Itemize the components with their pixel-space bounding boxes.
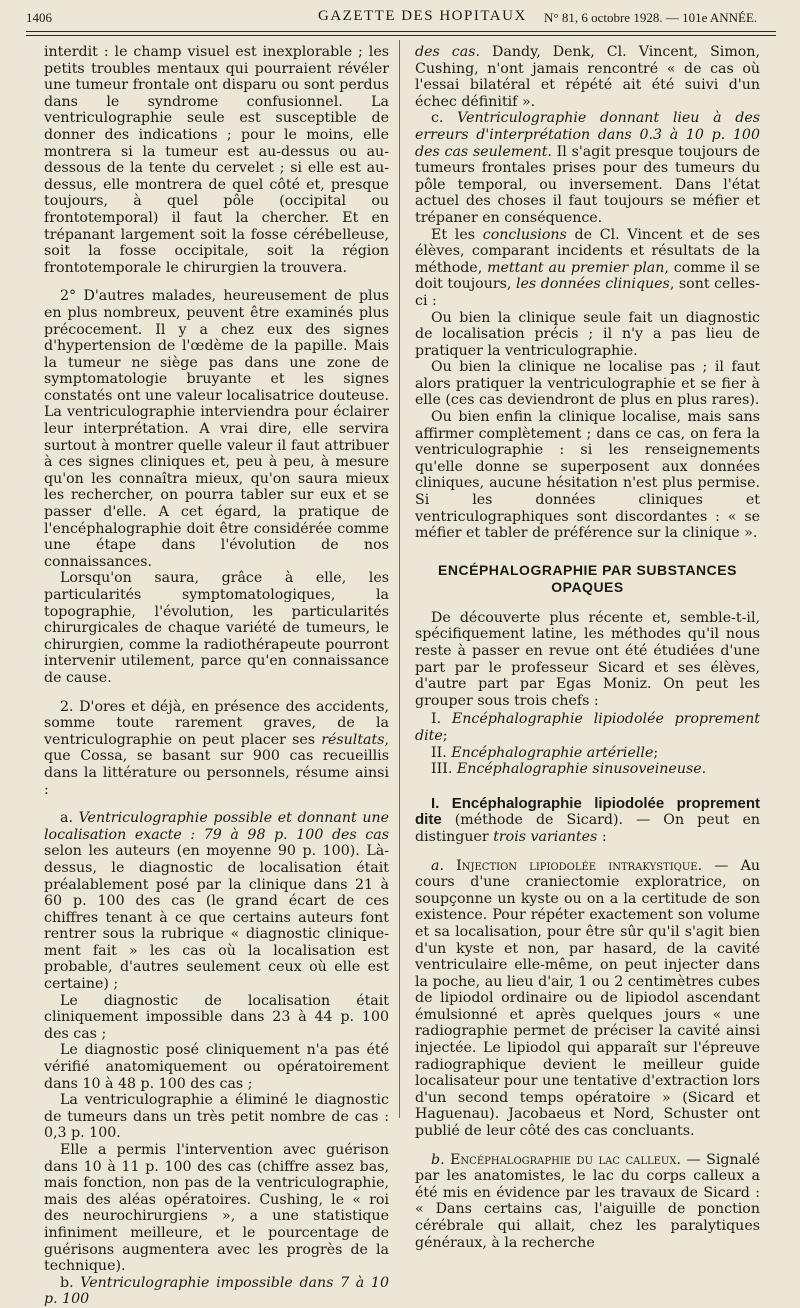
paragraph: Ou bien enfin la clinique localise, mais sans affirmer complètement ; dans ce cas, on fera la ventriculographie : si les renseignements qu'elle donne se superposent aux données cliniques, aucune hésitation n'est plus permise. Si les données cliniques et ventriculographiques sont discordantes : « se méfier et tabler de préférence sur la clinique ».: [415, 409, 760, 542]
section-heading: ENCÉPHALOGRAPHIE PAR SUBSTANCES OPAQUES: [438, 561, 737, 595]
paragraph: Le diagnostic posé cliniquement n'a pas été vérifié anatomiquement ou opératoirement dans 10 à 48 p. 100 des cas ;: [44, 1042, 389, 1092]
paragraph: des cas. Dandy, Denk, Cl. Vincent, Simon, Cushing, n'ont jamais rencontré « de cas où l'essai bilatéral et répété ait été suivi d'un échec définitif ».: [415, 44, 760, 110]
header-rule-top: [26, 31, 776, 32]
column-divider: [399, 40, 400, 1118]
paragraph: Lorsqu'on saura, grâce à elle, les particularités symptomatologiques, la topographie, l'évolution, les particularités chirurgicales de chaque variété de tumeurs, le chirurgien, comme la radiothérapeute pourront intervenir utilement, parce qu'en connaissance de cause.: [44, 570, 389, 686]
subsection-paragraph: I. Encéphalographie lipiodolée proprement dite (méthode de Sicard). — On peut en distinguer trois variantes :: [415, 794, 760, 845]
paragraph: Elle a permis l'intervention avec guérison dans 10 à 11 p. 100 des cas (chiffre assez bas, mais fonction, non pas de la ventriculographie, mais des aléas opératoires. Cushing, le « roi des neurochirurgiens », a une statistique infiniment meilleure, et le pourcentage de guérisons augmentera avec les progrès de la technique).: [44, 1142, 389, 1275]
paragraph: Le diagnostic de localisation était cliniquement impossible dans 23 à 44 p. 100 des cas ;: [44, 992, 389, 1042]
issue-info: N° 81, 6 octobre 1928. — 101e ANNÉE.: [544, 10, 758, 25]
header-rule-bottom: [26, 35, 776, 36]
paragraph: interdit : le champ visuel est inexplorable ; les petits troubles mentaux qui pourraient révéler une tumeur frontale ont disparu ou sont perdus dans le syndrome confusionnel. La ventriculographie seule est susceptible de donner des indications ; pour le moins, elle montrera si la tumeur est au-dessus ou au-dessous de la tente du cervelet ; si elle est au-dessus, elle montrera de quel côté et, presque toujours, à quel pôle (occipital ou frontotemporal) il faut la chercher. Et en trépanant largement soit la fosse cérébelleuse, soit la fosse occipitale, soit la région frontotemporale le chirurgien la trouvera.: [44, 44, 389, 276]
paragraph: c. Ventriculographie donnant lieu à des erreurs d'interprétation dans 0.3 à 10 p. 100 des cas seulement. Il s'agit presque toujours de tumeurs frontales prises pour des tumeurs du pôle temporal, ou inversement. Dans l'état actuel des choses il faut toujours se méfier et trépaner en conséquence.: [415, 110, 760, 226]
paragraph: b. Ventriculographie impossible dans 7 à 10 p. 100: [44, 1274, 389, 1308]
method-list: [415, 711, 760, 777]
list-item: III. Encéphalographie sinusoveineuse.: [431, 761, 707, 778]
subsection-heading: Encéphalographie lipiodolée proprement dite: [415, 794, 760, 829]
page-number: 1406: [26, 10, 52, 25]
paragraph: b. Encéphalographie du lac calleux. — Signalé par les anatomistes, le lac du corps calleux a été mis en évidence par les travaux de Sicard : « Dans certains cas, l'aiguille de ponction cérébrale qui allait, chez les paralytiques généraux, à la recherche: [415, 1151, 760, 1251]
paragraph: La ventriculographie a éliminé le diagnostic de tumeurs dans un très petit nombre de cas : 0,3 p. 100.: [44, 1092, 389, 1142]
paragraph: Ou bien la clinique seule fait un diagnostic de localisation précis ; il n'y a pas lieu de pratiquer la ventriculographie.: [415, 309, 760, 359]
running-header: [26, 6, 776, 28]
list-item: II. Encéphalographie artérielle;: [431, 744, 659, 761]
journal-title: GAZETTE DES HOPITAUX: [318, 8, 527, 24]
right-column: [415, 44, 760, 1251]
paragraph: De découverte plus récente et, semble-t-il, spécifiquement latine, les méthodes qu'il nous reste à passer en revue ont été étudiées d'une part par le professeur Sicard et ses élèves, d'autre part par Egas Moniz. On peut les grouper sous trois chefs :: [415, 609, 760, 709]
paragraph: 2° D'autres malades, heureusement de plus en plus nombreux, peuvent être examinés plus précocement. Il y a chez eux des signes d'hypertension de l'œdème de la papille. Mais la tumeur ne siège pas dans une zone de symptomatologie bruyante et les signes constatés ont une valeur localisatrice douteuse. La ventriculographie interviendra pour éclairer leur interprétation. A vrai dire, elle servira surtout à montrer quelle valeur il faut attribuer à ces signes cliniques et, peu à peu, à mesure qu'on les connaîtra mieux, qu'on saura mieux les rechercher, on pourra tabler sur eux et se passer d'elle. A cet égard, la pratique de l'encéphalographie doit être considérée comme une étape dans l'évolution de nos connaissances.: [44, 288, 389, 570]
paragraph: Et les conclusions de Cl. Vincent et de ses élèves, comparant incidents et résultats de la méthode, mettant au premier plan, comme il se doit toujours, les données cliniques, sont celles-ci :: [415, 226, 761, 309]
paragraph: Ou bien la clinique ne localise pas ; il faut alors pratiquer la ventriculographie et se fier à elle (ces cas deviendront de plus en plus rares).: [415, 359, 760, 409]
left-column: [44, 44, 389, 1308]
paragraph: 2. D'ores et déjà, en présence des accidents, somme toute rarement graves, de la ventriculographie on peut placer ses résultats, que Cossa, se basant sur 900 cas recueillis dans la littérature ou personnels, résume ainsi :: [44, 698, 389, 798]
paragraph: a. Injection lipiodolée intrakystique. — Au cours d'une craniectomie exploratrice, on soupçonne un kyste ou on a la certitude de son existence. Pour répéter exactement son volume et sa localisation, pour être sûr qu'il s'agit bien d'un kyste et non, par hasard, de la cavité ventriculaire elle-même, on peut injecter dans la poche, au lieu d'air, 1 ou 2 centimètres cubes de lipiodol ordinaire ou de lipiodol ascendant émulsionné et après quelques jours « une radiographie permet de préciser la cavité ainsi injectée. Le lipiodol qui apparaît sur l'épreuve radiographique devient le meilleur guide localisateur pour une tentative d'extraction lors d'un second temps opératoire » (Sicard et Haguenau). Jacobaeus et Nord, Schuster ont publié de leur côté des cas concluants.: [415, 857, 760, 1140]
list-item: I. Encéphalographie lipiodolée proprement dite;: [415, 711, 760, 744]
paragraph: a. Ventriculographie possible et donnant une localisation exacte : 79 à 98 p. 100 des cas selon les auteurs (en moyenne 90 p. 100). Là-dessus, le diagnostic de localisation était préalablement posé par la clinique dans 21 à 60 p. 100 des cas (le grand écart de ces chiffres tenant à ce que certains auteurs font rentrer sous la rubrique « diagnostic clinique-ment fait » les cas où la localisation est probable, d'autres seulement ceux où elle est certaine) ;: [44, 810, 389, 993]
